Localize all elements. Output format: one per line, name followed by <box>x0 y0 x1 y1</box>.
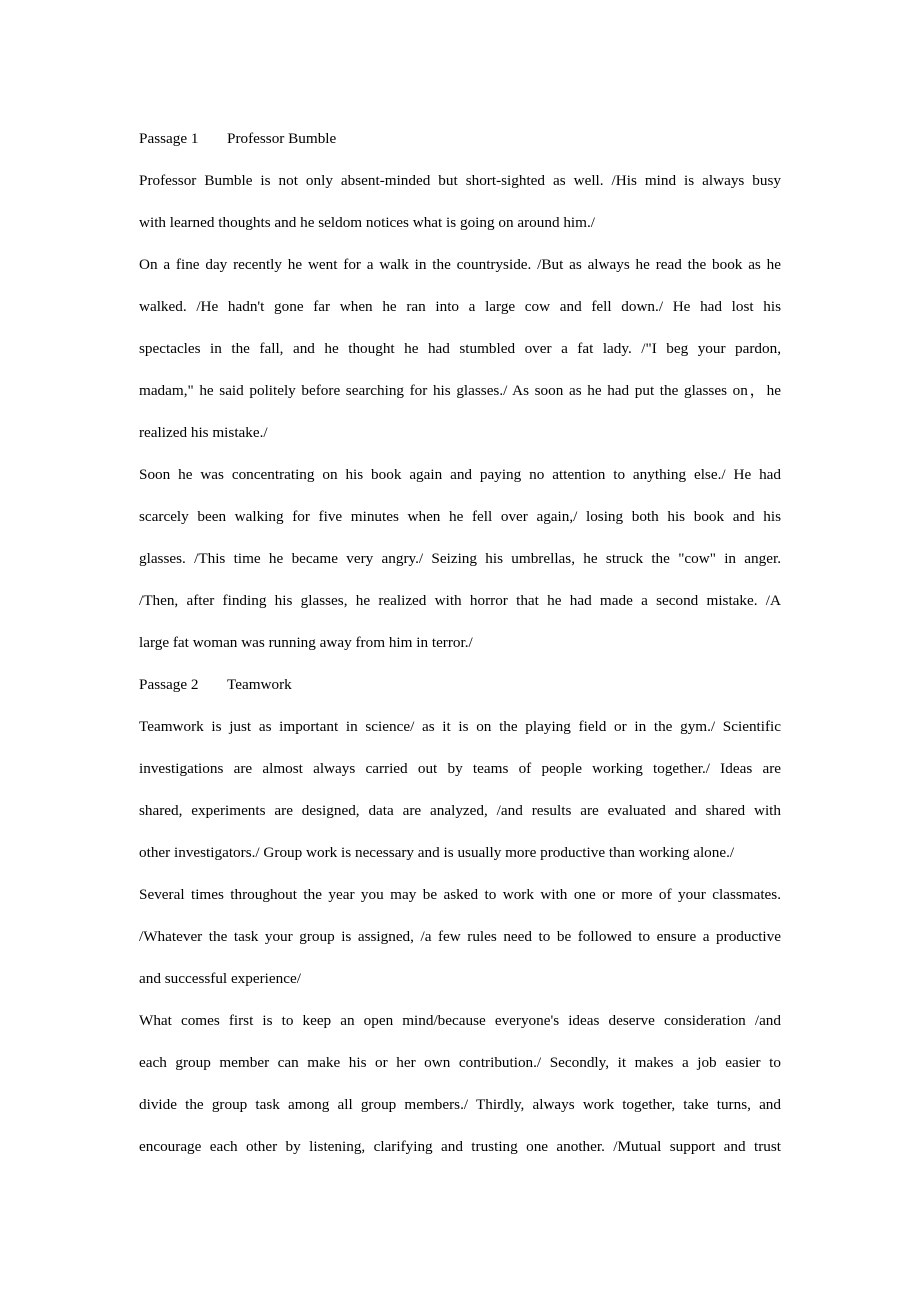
text-line: /Then, after finding his glasses, he realized with horror that he had made a second mistake. /A <box>139 592 781 609</box>
text-line: Teamwork is just as important in science/ as it is on the playing field or in the gym./ Scientific <box>139 718 781 735</box>
text-line: spectacles in the fall, and he thought he had stumbled over a fat lady. /"I beg your pardon, <box>139 340 781 357</box>
passage-heading <box>139 118 781 160</box>
text-line: shared, experiments are designed, data are analyzed, /and results are evaluated and shared with <box>139 802 781 819</box>
text-line: with learned thoughts and he seldom notices what is going on around him./ <box>139 214 595 231</box>
text-line: other investigators./ Group work is necessary and is usually more productive than working alone./ <box>139 844 735 861</box>
text-line: investigations are almost always carried out by teams of people working together./ Ideas are <box>139 760 781 777</box>
paragraph <box>139 1000 781 1168</box>
passage-2 <box>139 664 781 1168</box>
passage-1 <box>139 118 781 664</box>
text-line: Soon he was concentrating on his book again and paying no attention to anything else./ He had <box>139 466 781 483</box>
passage-number: Passage 2 <box>139 676 199 693</box>
paragraph <box>139 706 781 874</box>
text-line: walked. /He hadn't gone far when he ran into a large cow and fell down./ He had lost his <box>139 298 781 315</box>
text-line: Professor Bumble is not only absent-minded but short-sighted as well. /His mind is always busy <box>139 172 781 189</box>
passage-title: Professor Bumble <box>227 130 337 147</box>
text-line: and successful experience/ <box>139 970 301 987</box>
text-line: /Whatever the task your group is assigned, /a few rules need to be followed to ensure a productive <box>139 928 781 945</box>
text-line: each group member can make his or her own contribution./ Secondly, it makes a job easier to <box>139 1054 781 1071</box>
text-line: encourage each other by listening, clarifying and trusting one another. /Mutual support and trust <box>139 1138 781 1155</box>
text-line: realized his mistake./ <box>139 424 268 441</box>
passage-heading <box>139 664 781 706</box>
paragraph <box>139 160 781 244</box>
text-line: madam," he said politely before searching for his glasses./ As soon as he had put the glasses on，he <box>139 382 781 399</box>
paragraph <box>139 454 781 664</box>
text-line: What comes first is to keep an open mind/because everyone's ideas deserve consideration /and <box>139 1012 781 1029</box>
text-line: large fat woman was running away from him in terror./ <box>139 634 473 651</box>
text-line: glasses. /This time he became very angry./ Seizing his umbrellas, he struck the "cow" in anger. <box>139 550 781 567</box>
passage-number: Passage 1 <box>139 130 199 147</box>
text-line: scarcely been walking for five minutes when he fell over again,/ losing both his book and his <box>139 508 781 525</box>
text-line: divide the group task among all group members./ Thirdly, always work together, take turns, and <box>139 1096 781 1113</box>
text-line: Several times throughout the year you may be asked to work with one or more of your classmates. <box>139 886 781 903</box>
passage-title: Teamwork <box>227 676 292 693</box>
document-page <box>139 118 781 1168</box>
paragraph <box>139 874 781 1000</box>
paragraph <box>139 244 781 454</box>
text-line: On a fine day recently he went for a walk in the countryside. /But as always he read the book as he <box>139 256 781 273</box>
